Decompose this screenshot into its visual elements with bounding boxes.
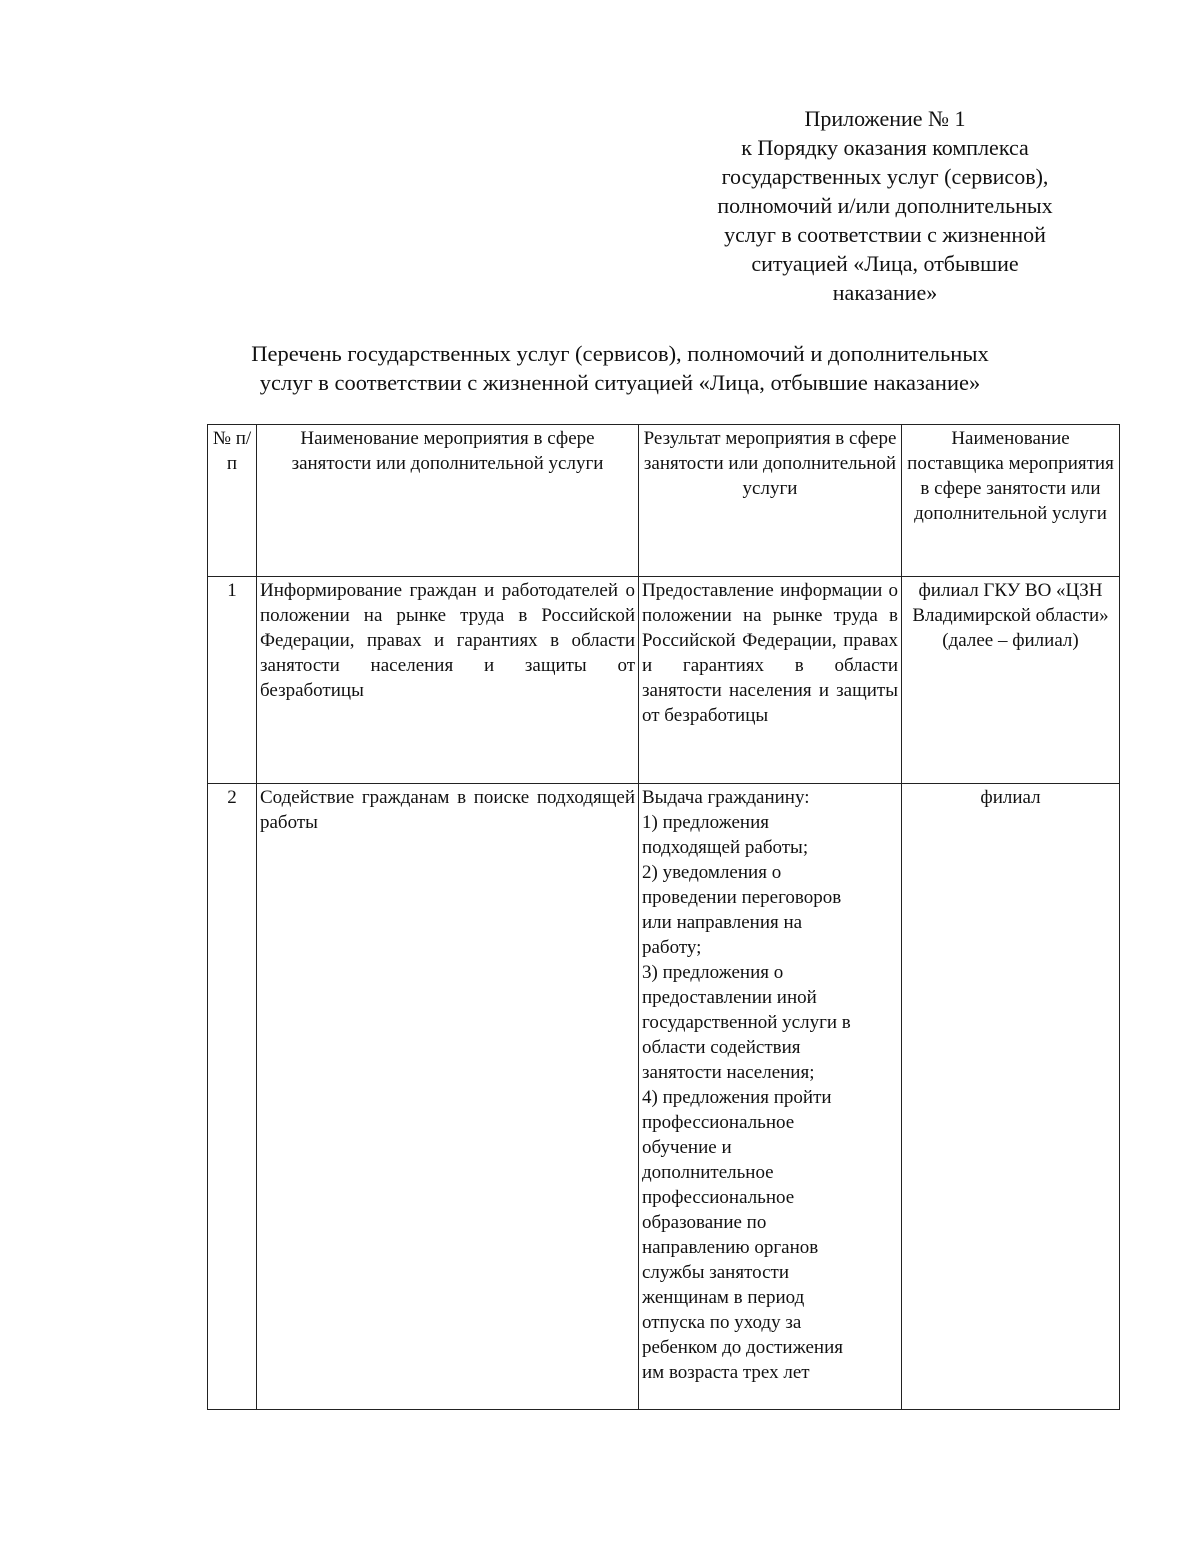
- services-table: [207, 424, 1120, 1410]
- result-line: ребенком до достижения: [642, 1337, 843, 1358]
- table-header-row: [208, 425, 1120, 577]
- result-line: направлению органов: [642, 1237, 819, 1258]
- result-line: службы занятости: [642, 1262, 789, 1283]
- appendix-line: наказание»: [832, 280, 938, 305]
- table-row: [208, 577, 1120, 784]
- result-line: обучение и: [642, 1137, 732, 1158]
- header-activity-result: Результат мероприятия в сфере занятости или дополнительной услуги: [639, 425, 902, 577]
- appendix-line: Приложение № 1: [804, 106, 966, 131]
- appendix-line: к Порядку оказания комплекса: [741, 135, 1029, 160]
- row-number: 2: [208, 784, 257, 1410]
- row-number: 1: [208, 577, 257, 784]
- header-number: № п/п: [208, 425, 257, 577]
- appendix-caption: [680, 104, 1090, 307]
- result-line: области содействия: [642, 1037, 801, 1058]
- appendix-line: услуг в соответствии с жизненной: [724, 222, 1046, 247]
- result-line: государственной услуги в: [642, 1012, 851, 1033]
- result-line: Выдача гражданину:: [642, 787, 810, 808]
- result-line: или направления на: [642, 912, 803, 933]
- result-line: подходящей работы;: [642, 837, 809, 858]
- result-line: проведении переговоров: [642, 887, 842, 908]
- appendix-line: полномочий и/или дополнительных: [717, 193, 1053, 218]
- row-activity-name: Информирование граждан и работодателей о положении на рынке труда в Российской Федерации, правах и гарантиях в области занятости населения и защиты от безработицы: [257, 577, 639, 784]
- row-activity-result: Предоставление информации о положении на рынке труда в Российской Федерации, правах и гарантиях в области занятости населения и защиты от безработицы: [639, 577, 902, 784]
- result-line: 2) уведомления о: [642, 862, 782, 883]
- result-line: им возраста трех лет: [642, 1362, 810, 1383]
- row-provider: филиал ГКУ ВО «ЦЗН Владимирской области» (далее – филиал): [902, 577, 1120, 784]
- title-line: услуг в соответствии с жизненной ситуацией «Лица, отбывшие наказание»: [259, 370, 981, 395]
- result-line: дополнительное: [642, 1162, 774, 1183]
- result-line: 4) предложения пройти: [642, 1087, 832, 1108]
- result-line: отпуска по уходу за: [642, 1312, 802, 1333]
- row-activity-name: Содействие гражданам в поиске подходящей работы: [257, 784, 639, 1410]
- title-line: Перечень государственных услуг (сервисов), полномочий и дополнительных: [251, 341, 989, 366]
- result-line: профессиональное: [642, 1187, 795, 1208]
- header-provider: Наименование поставщика мероприятия в сфере занятости или дополнительной услуги: [902, 425, 1120, 577]
- result-line: образование по: [642, 1212, 767, 1233]
- row-activity-result: [639, 784, 902, 1410]
- result-line: женщинам в период: [642, 1287, 805, 1308]
- row-provider: филиал: [902, 784, 1120, 1410]
- result-line: предоставлении иной: [642, 987, 817, 1008]
- result-line: 3) предложения о: [642, 962, 784, 983]
- table-row: [208, 784, 1120, 1410]
- result-line: 1) предложения: [642, 812, 769, 833]
- result-line: профессиональное: [642, 1112, 795, 1133]
- result-line: работу;: [642, 937, 702, 958]
- header-activity-name: Наименование мероприятия в сфере занятости или дополнительной услуги: [257, 425, 639, 577]
- result-line: занятости населения;: [642, 1062, 815, 1083]
- document-title: [170, 339, 1070, 397]
- appendix-line: ситуацией «Лица, отбывшие: [751, 251, 1019, 276]
- appendix-line: государственных услуг (сервисов),: [721, 164, 1049, 189]
